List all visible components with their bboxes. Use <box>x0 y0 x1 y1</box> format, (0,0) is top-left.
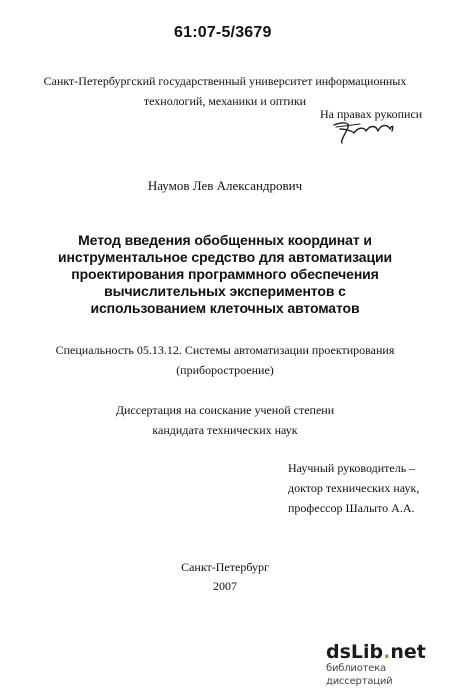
handwritten-signature <box>330 119 396 145</box>
university-line-1: Санкт-Петербургский государственный университет информационных <box>43 74 407 88</box>
dslib-watermark[interactable] <box>326 642 446 688</box>
place-and-year <box>0 558 450 596</box>
dslib-logo-tld: net <box>390 641 426 663</box>
dslib-logo[interactable] <box>326 642 446 662</box>
specialty-line-1: Специальность 05.13.12. Системы автоматизации проектирования <box>55 343 395 357</box>
city: Санкт-Петербург <box>181 560 269 574</box>
university-line-2: технологий, механики и оптики <box>143 94 307 108</box>
dslib-subtitle: библиотека диссертаций <box>326 663 393 687</box>
dslib-logo-main: dsLib <box>326 641 384 663</box>
title-line-2: инструментальное средство для автоматизации <box>57 249 393 265</box>
supervisor-line-2: доктор технических наук, <box>288 481 420 495</box>
title-line-3: проектирования программного обеспечения <box>71 266 379 282</box>
title-line-4: вычислительных экспериментов с <box>104 283 346 299</box>
supervisor-line-1: Научный руководитель – <box>288 461 416 475</box>
specialty <box>0 340 450 380</box>
document-code: 61:07-5/3679 <box>174 24 272 41</box>
manuscript-rights-label: На правах рукописи <box>320 107 423 121</box>
degree-statement <box>0 400 450 440</box>
author-name: Наумов Лев Александрович <box>147 178 303 193</box>
supervisor-line-3: профессор Шалыто А.А. <box>288 501 415 515</box>
scientific-supervisor <box>288 458 419 518</box>
degree-line-1: Диссертация на соискание ученой степени <box>115 403 335 417</box>
degree-line-2: кандидата технических наук <box>152 423 298 437</box>
dissertation-title <box>0 232 450 317</box>
university-name <box>0 71 450 111</box>
dslib-logo-dot: . <box>383 641 391 663</box>
specialty-line-2: (приборостроение) <box>176 363 274 377</box>
title-line-5: использованием клеточных автоматов <box>90 300 360 316</box>
year: 2007 <box>213 579 237 593</box>
title-line-1: Метод введения обобщенных координат и <box>78 232 372 248</box>
